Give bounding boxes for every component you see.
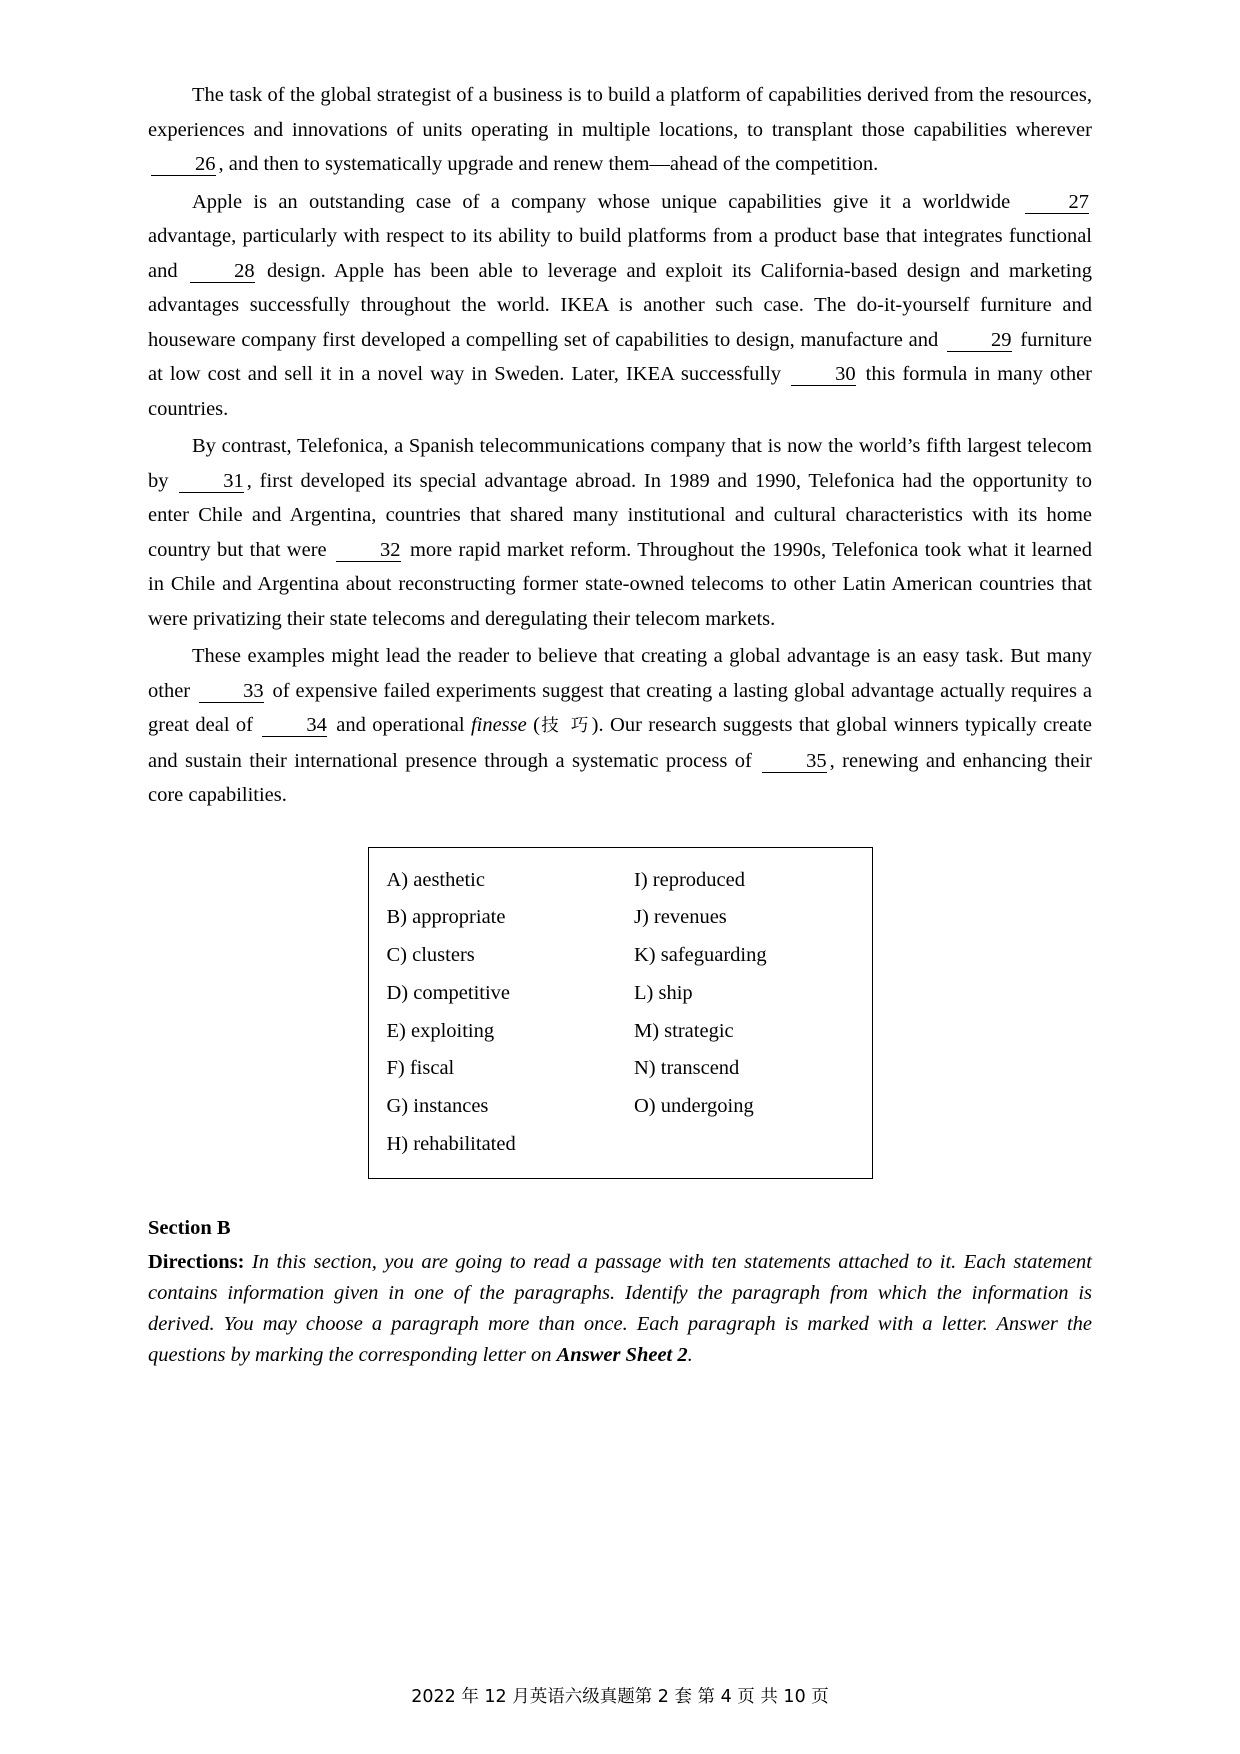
text-run: , and then to systematically upgrade and renew them—ahead of the competition.: [218, 153, 879, 175]
answer-blank-31[interactable]: 31: [179, 470, 244, 493]
word-bank-column-right: [624, 862, 872, 1164]
word-bank-option[interactable]: O) undergoing: [634, 1095, 754, 1118]
answer-blank-28[interactable]: 28: [190, 260, 255, 283]
answer-blank-32[interactable]: 32: [336, 539, 401, 562]
word-bank-option[interactable]: N) transcend: [634, 1057, 740, 1080]
word-bank-option[interactable]: I) reproduced: [634, 868, 745, 891]
answer-sheet-reference: Answer Sheet 2: [556, 1343, 688, 1366]
answer-blank-26[interactable]: 26: [151, 153, 216, 176]
text-run: , first developed its special advantage abroad. In 1989 and 1990, Telefonica had the opportunity to enter Chile and Argentina, countries that shared many institutional and cultural characteristics with its home country but that were: [148, 469, 1092, 561]
text-run: The task of the global strategist of a business is to build a platform of capabilities derived from the resources, experiences and innovations of units operating in multiple locations, to transplant those capabilities wherever: [148, 84, 1092, 141]
directions-text-tail: .: [687, 1343, 693, 1366]
text-run: These examples might lead the reader to believe that creating a global advantage is an easy task. But many other: [148, 645, 1092, 702]
answer-blank-34[interactable]: 34: [262, 714, 327, 737]
word-bank-option[interactable]: F) fiscal: [386, 1057, 455, 1080]
word-bank-option[interactable]: J) revenues: [634, 906, 727, 929]
italic-term: finesse: [470, 714, 527, 736]
word-bank-option[interactable]: C) clusters: [386, 944, 475, 967]
word-bank-option[interactable]: D) competitive: [386, 981, 511, 1004]
word-bank-option[interactable]: H) rehabilitated: [386, 1133, 516, 1156]
paragraph-4: [148, 639, 1092, 813]
word-bank-option[interactable]: K) safeguarding: [634, 944, 767, 967]
word-bank-option[interactable]: M) strategic: [634, 1019, 734, 1042]
text-run: furniture at low cost and sell it in a novel way in Sweden. Later, IKEA successfully: [148, 328, 1092, 385]
word-bank-box: [368, 847, 873, 1179]
answer-blank-33[interactable]: 33: [199, 680, 264, 703]
text-run: advantage, particularly with respect to its ability to build platforms from a product base that integrates functional and: [148, 225, 1092, 282]
answer-blank-30[interactable]: 30: [791, 363, 856, 386]
section-heading: Section B: [148, 1216, 231, 1239]
paragraph-1: [148, 78, 1092, 182]
chinese-gloss: 技 巧: [539, 716, 592, 736]
text-run: (: [526, 714, 540, 736]
word-bank-option[interactable]: G) instances: [386, 1095, 489, 1118]
answer-blank-35[interactable]: 35: [762, 750, 827, 773]
word-bank-column-left: [369, 862, 625, 1164]
word-bank-option[interactable]: A) aesthetic: [386, 868, 485, 891]
paragraph-2: [148, 185, 1092, 427]
text-run: of expensive failed experiments suggest that creating a lasting global advantage actually requires a great deal of: [148, 679, 1092, 736]
text-run: more rapid market reform. Throughout the 1990s, Telefonica took what it learned in Chile and Argentina about reconstructing former state-owned telecoms to other Latin American countries that were privatizing their state telecoms and deregulating their telecom markets.: [148, 538, 1092, 630]
answer-blank-27[interactable]: 27: [1025, 191, 1090, 214]
word-bank-option[interactable]: L) ship: [634, 981, 693, 1004]
page-footer: 2022 年 12 月英语六级真题第 2 套 第 4 页 共 10 页: [411, 1687, 829, 1707]
text-run: and operational: [329, 714, 471, 736]
text-run: Apple is an outstanding case of a company whose unique capabilities give it a worldwide: [192, 190, 1022, 213]
section-directions: [148, 1247, 1092, 1371]
directions-label: Directions:: [148, 1250, 245, 1273]
text-run: ). Our research suggests that global winners typically create and sustain their international presence through a systematic process of: [148, 714, 1092, 772]
text-run: design. Apple has been able to leverage and exploit its California-based design and marketing advantages successfully throughout the world. IKEA is another such case. The do-it-yourself furniture and houseware company first developed a compelling set of capabilities to design, manufacture and: [148, 259, 1092, 351]
text-run: this formula in many other countries.: [148, 363, 1092, 420]
text-run: By contrast, Telefonica, a Spanish telecommunications company that is now the world’s fifth largest telecom by: [148, 435, 1092, 492]
answer-blank-29[interactable]: 29: [947, 329, 1012, 352]
word-bank-option[interactable]: E) exploiting: [386, 1019, 495, 1042]
text-run: , renewing and enhancing their core capabilities.: [148, 749, 1092, 806]
word-bank-option[interactable]: B) appropriate: [386, 906, 506, 929]
paragraph-3: [148, 429, 1092, 636]
directions-text: In this section, you are going to read a passage with ten statements attached to it. Each statement contains information given in one of the paragraphs. Identify the paragraph from which the information is derived. You may choose a paragraph more than once. Each paragraph is marked with a letter. Answer the questions by marking the corresponding letter on: [148, 1250, 1092, 1366]
